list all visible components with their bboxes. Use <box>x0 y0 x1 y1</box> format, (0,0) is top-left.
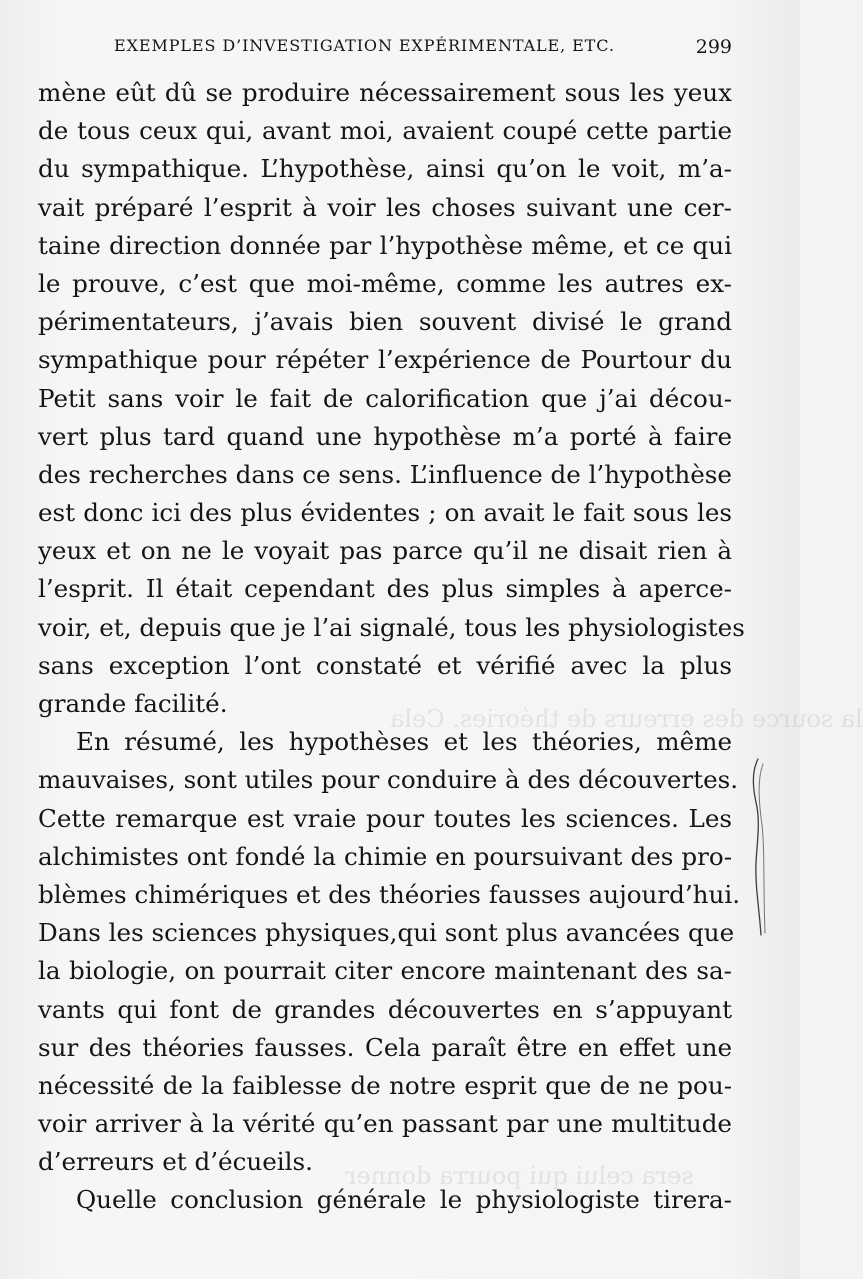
text-line: Petit sans voir le fait de calorification que j’ai décou- <box>38 383 732 413</box>
paragraph-end-line: d’erreurs et d’écueils. <box>38 1147 313 1177</box>
text-line: de tous ceux qui, avant moi, avaient coupé cette partie <box>38 116 732 146</box>
page-number: 299 <box>695 36 732 58</box>
text-line: vert plus tard quand une hypothèse m’a porté à faire <box>38 421 732 451</box>
text-line: mène eût dû se produire nécessairement sous les yeux <box>38 78 732 107</box>
text-line: le prouve, c’est que moi-même, comme les autres ex- <box>38 268 732 298</box>
text-line: Dans les sciences physiques,qui sont plus avancées que <box>38 918 735 948</box>
handwritten-margin-bracket <box>748 755 768 940</box>
paragraph-end-line: grande facilité. <box>38 689 228 718</box>
text-line: l’esprit. Il était cependant des plus simples à aperce- <box>38 574 732 604</box>
show-through-text: sera celui qui pourra donner <box>345 1162 694 1190</box>
text-line: la biologie, on pourrait citer encore maintenant des sa- <box>38 956 732 986</box>
text-line: périmentateurs, j’avais bien souvent divisé le grand <box>38 307 732 337</box>
body-text <box>38 74 745 1220</box>
running-header <box>38 36 732 66</box>
text-line: des recherches dans ce sens. L’influence de l’hypothèse <box>38 459 732 489</box>
text-line: voir, et, depuis que je l’ai signalé, tous les physiologistes <box>38 612 745 642</box>
text-line: mauvaises, sont utiles pour conduire à des découvertes. <box>38 765 739 795</box>
running-header-title: EXEMPLES D’INVESTIGATION EXPÉRIMENTALE, ETC. <box>114 36 615 55</box>
text-line: taine direction donnée par l’hypothèse même, et ce qui <box>38 230 732 260</box>
text-line: sans exception l’ont constaté et vérifié avec la plus <box>38 650 732 680</box>
paragraph-start-line: En résumé, les hypothèses et les théories, même <box>76 727 732 757</box>
text-line: est donc ici des plus évidentes ; on avait le fait sous les <box>38 498 732 528</box>
text-line: Cette remarque est vraie pour toutes les sciences. Les <box>38 803 732 833</box>
text-line: alchimistes ont fondé la chimie en poursuivant des pro- <box>38 841 732 871</box>
text-line: vait préparé l’esprit à voir les choses suivant une cer- <box>38 192 732 222</box>
text-line: blèmes chimériques et des théories fausses aujourd’hui. <box>38 879 741 909</box>
text-line: vants qui font de grandes découvertes en s’appuyant <box>38 994 732 1024</box>
text-line: du sympathique. L’hypothèse, ainsi qu’on le voit, m’a- <box>38 154 732 184</box>
text-line: yeux et on ne le voyait pas parce qu’il ne disait rien à <box>38 536 732 566</box>
show-through-text: la source des erreurs de théories. Cela <box>390 705 863 733</box>
text-line: sur des théories fausses. Cela paraît être en effet une <box>38 1032 732 1062</box>
text-line: nécessité de la faiblesse de notre esprit que de ne pou- <box>38 1070 732 1100</box>
text-line: voir arriver à la vérité qu’en passant par une multitude <box>38 1109 732 1139</box>
paragraph-start-line: Quelle conclusion générale le physiologiste tirera- <box>76 1185 732 1215</box>
text-line: sympathique pour répéter l’expérience de Pourtour du <box>38 345 732 375</box>
